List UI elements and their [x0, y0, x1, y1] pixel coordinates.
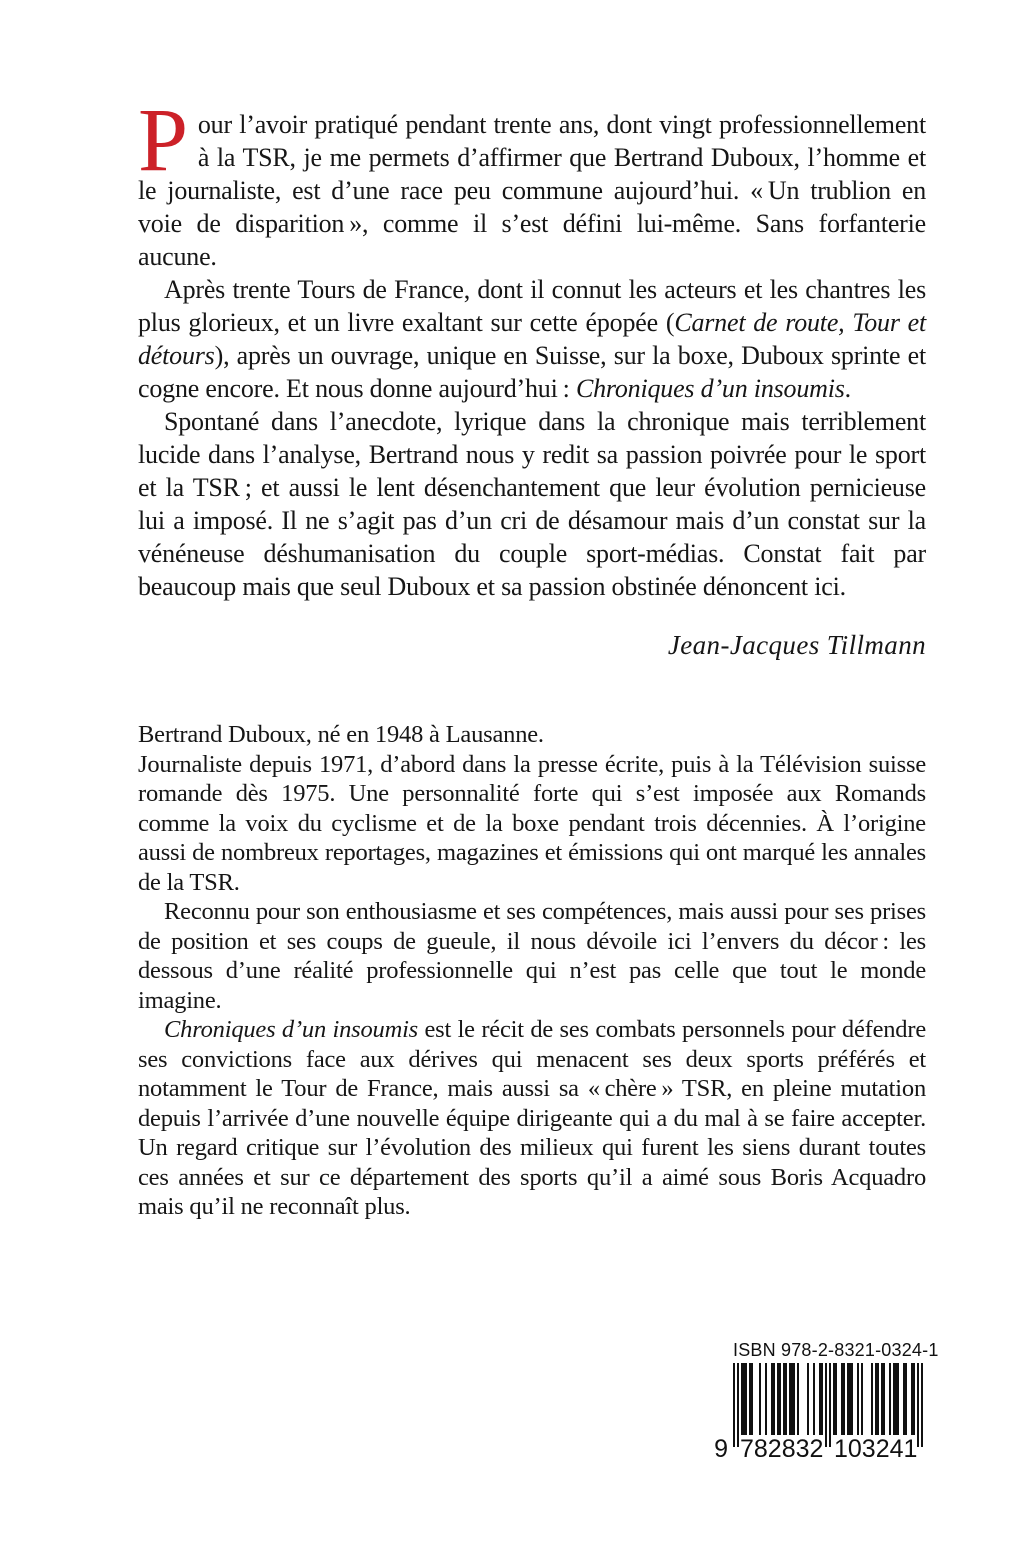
bio-book-paragraph — [138, 1015, 926, 1222]
body-paragraph-books — [138, 273, 926, 405]
barcode-leading-digit: 9 — [714, 1435, 728, 1463]
body-paragraph-analysis: Spontané dans l’anecdote, lyrique dans la chronique mais terriblement lucide dans l’analyse, Bertrand nous y redit sa passion poivrée pour le sport et la TSR ; et aussi le lent désenchantement que leur évolution pernicieuse lui a imposé. Il ne s’agit pas d’un cri de désamour mais d’un constat sur la vénéneuse déshumanisation du couple sport-médias. Constat fait par beaucoup mais que seul Duboux et sa passion obstinée dénoncent ici. — [138, 407, 926, 601]
intro-paragraph-text: our l’avoir pratiqué pendant trente ans, dont vingt professionnellement à la TSR, je me permets d’affirmer que Bertrand Duboux, l’homme et le journaliste, est d’une race peu commune aujourd’hui. « Un trublion en voie de disparition », comme il s’est défini lui-même. Sans forfanterie aucune. — [138, 110, 926, 271]
bio-recognition-paragraph: Reconnu pour son enthousiasme et ses compétences, mais aussi pour ses prises de position et ses coups de gueule, il nous dévoile ici l’envers du décor : les dessous d’une réalité professionnelle qui n’est pas celle que tout le monde imagine. — [138, 898, 926, 1014]
book-title-chroniques: Chroniques d’un insoumis — [164, 1016, 419, 1043]
bio-career-paragraph: Journaliste depuis 1971, d’abord dans la presse écrite, puis à la Télévision suisse romande dès 1975. Une personnalité forte qui s’est imposée aux Romands comme la voix du cyclisme et de la boxe pendant trois décennies. À l’origine aussi de nombreux reportages, magazines et émissions qui ont marqué les annales de la TSR. — [138, 750, 926, 896]
book-title-chroniques: Chroniques d’un insoumis — [575, 374, 845, 403]
bio-birth-line: Bertrand Duboux, né en 1948 à Lausanne. — [138, 721, 544, 748]
back-cover-text-block — [138, 91, 926, 1222]
book-title-carnet: Carnet de route, Tour et détours — [138, 308, 926, 370]
paragraph-text: est le récit de ses combats personnels pour défendre ses convictions face aux dérives qui menacent ses deux sports préférés et notamment le Tour de France, mais aussi sa « chère » TSR, en pleine mutation depuis l’arrivée d’une nouvelle équipe dirigeante qui a du mal à se faire accepter. Un regard critique sur l’évolution des milieux qui furent les siens durant toutes ces années et sur ce département des sports qu’il a aimé sous Boris Acquadro mais qu’il ne reconnaît plus. — [138, 1016, 926, 1220]
paragraph-text: Après trente Tours de France, dont il connut les acteurs et les chantres les plus glorieux, et un livre exaltant sur cette épopée ( — [138, 275, 926, 337]
isbn-label: ISBN 978-2-8321-0324-1 — [733, 1340, 939, 1360]
intro-paragraph — [138, 91, 926, 273]
signature: Jean-Jacques Tillmann — [667, 630, 926, 660]
barcode-digits-right: 103241 — [834, 1435, 918, 1463]
isbn-barcode — [714, 1340, 939, 1463]
paragraph-text: ), après un ouvrage, unique en Suisse, sur la boxe, Duboux sprinte et cogne encore. Et nous donne aujourd’hui : — [138, 341, 926, 403]
barcode-digits-left: 782832 — [740, 1435, 824, 1463]
author-bio-block — [138, 720, 926, 1222]
paragraph-text: . — [844, 374, 851, 403]
dropcap-letter: P — [138, 91, 188, 190]
barcode-module — [921, 1363, 923, 1447]
